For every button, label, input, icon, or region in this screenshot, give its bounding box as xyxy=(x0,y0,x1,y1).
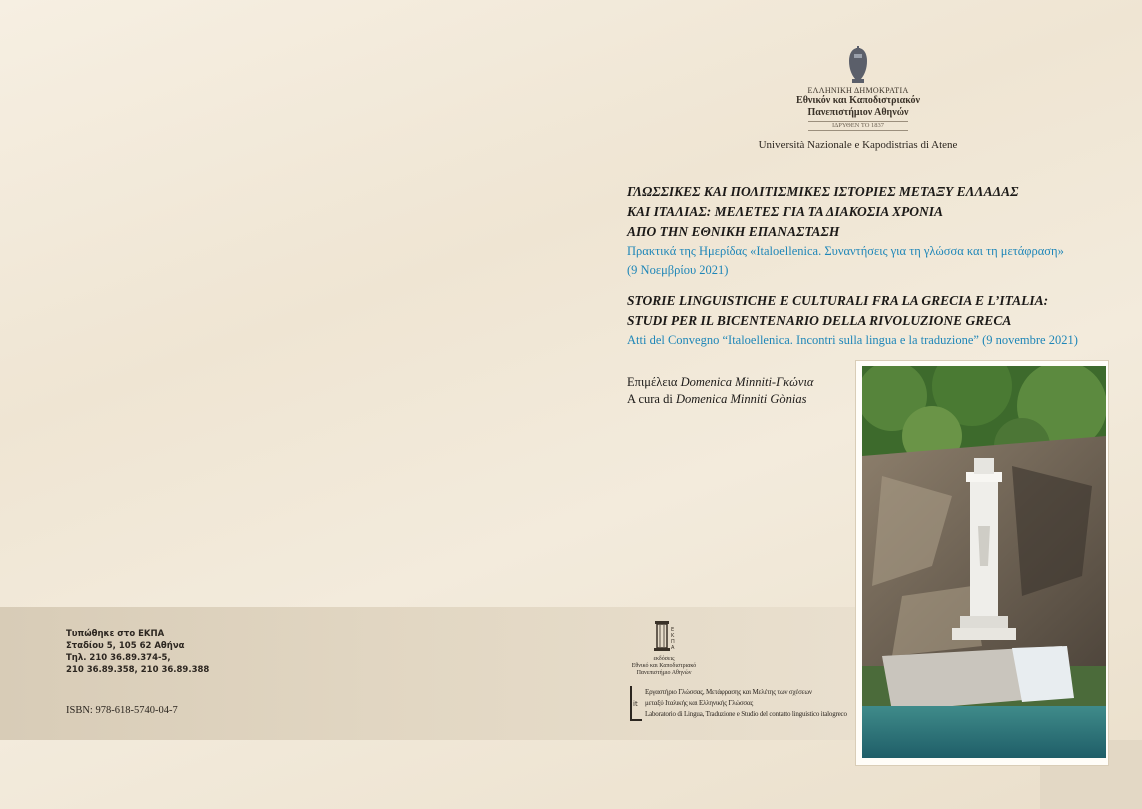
publisher-logo xyxy=(622,619,706,677)
greek-title-line: ΑΠΟ ΤΗΝ ΕΘΝΙΚΗ ΕΠΑΝΑΣΤΑΣΗ xyxy=(627,224,840,239)
laboratory-bracket-icon xyxy=(629,686,643,722)
editor-greek xyxy=(627,374,814,391)
university-name-line1: Εθνικόν και Καποδιστριακόν xyxy=(796,95,920,106)
laboratory-line: μεταξύ Ιταλικής και Ελληνικής Γλώσσας xyxy=(645,699,754,707)
svg-text:it: it xyxy=(633,700,638,708)
laboratory-logo-text xyxy=(645,687,847,720)
svg-text:Π: Π xyxy=(671,639,675,645)
greek-subtitle-line: Πρακτικά της Ημερίδας «Italoellenica. Συναντήσεις για τη γλώσσα και τη μετάφραση» xyxy=(627,244,1064,258)
university-header xyxy=(740,46,976,151)
publisher-column-icon xyxy=(649,619,679,651)
monument-illustration xyxy=(862,366,1106,758)
laboratory-logo xyxy=(629,686,847,724)
printer-line: Τυπώθηκε στο ΕΚΠΑ xyxy=(66,629,165,639)
greek-subtitle-date: (9 Νοεμβρίου 2021) xyxy=(627,263,729,277)
publisher-logo-line: εκδόσεις xyxy=(653,656,675,662)
greek-title-line: ΚΑΙ ΙΤΑΛΙΑΣ: ΜΕΛΕΤΕΣ ΓΙΑ ΤΑ ΔΙΑΚΟΣΙΑ ΧΡΟΝΙΑ xyxy=(627,204,944,219)
printer-line: 210 36.89.358, 210 36.89.388 xyxy=(66,665,210,675)
university-italian-name: Università Nazionale e Kapodistrias di Atene xyxy=(758,139,958,151)
svg-text:Κ: Κ xyxy=(671,633,675,639)
university-name-line2: Πανεπιστήμιον Αθηνών xyxy=(807,107,909,118)
country-label: ΕΛΛΗΝΙΚΗ ΔΗΜΟΚΡΑΤΙΑ xyxy=(807,86,909,95)
laboratory-line: Εργαστήριο Γλώσσας, Μετάφρασης και Μελέτης των σχέσεων xyxy=(645,688,812,696)
monument-photo xyxy=(862,366,1106,758)
editor-greek-prefix: Επιμέλεια xyxy=(627,375,678,389)
greek-title-block xyxy=(627,182,1127,280)
editor-greek-name: Domenica Minniti-Γκώνια xyxy=(680,375,814,389)
greek-title-line: ΓΛΩΣΣΙΚΕΣ ΚΑΙ ΠΟΛΙΤΙΣΜΙΚΕΣ ΙΣΤΟΡΙΕΣ ΜΕΤΑΞΥ ΕΛΛΑΔΑΣ xyxy=(627,184,1019,199)
editor-italian-name: Domenica Minniti Gònias xyxy=(675,392,807,406)
isbn: ISBN: 978-618-5740-04-7 xyxy=(66,705,178,716)
publisher-logo-line: Εθνικό και Καποδιστριακό xyxy=(631,663,697,669)
printer-line: Σταδίου 5, 105 62 Αθήνα xyxy=(66,641,185,651)
editor-italian xyxy=(627,391,814,408)
editor-italian-prefix: A cura di xyxy=(627,392,673,406)
italian-title-line: STORIE LINGUISTICHE E CULTURALI FRA LA GRECIA E L’ITALIA: xyxy=(627,293,1049,308)
founded-label: ΙΔΡΥΘΕΝ ΤΟ 1837 xyxy=(808,121,908,131)
svg-text:Ε: Ε xyxy=(671,627,675,633)
editors-block xyxy=(627,374,814,408)
publisher-logo-line: Πανεπιστήμιο Αθηνών xyxy=(636,670,692,676)
svg-text:Α: Α xyxy=(671,645,675,651)
italian-title-block xyxy=(627,291,1127,350)
athena-helmet-logo-icon xyxy=(846,46,870,84)
printer-info xyxy=(66,628,209,676)
italian-subtitle-line: Atti del Convegno “Italoellenica. Incontri sulla lingua e la traduzione” (9 novembre 2021) xyxy=(627,333,1078,347)
printer-line: Τηλ. 210 36.89.374-5, xyxy=(66,653,171,663)
laboratory-line: Laboratorio di Lingua, Traduzione e Studio del contatto linguistico italogreco xyxy=(645,710,847,718)
italian-title-line: STUDI PER IL BICENTENARIO DELLA RIVOLUZIONE GRECA xyxy=(627,313,1012,328)
